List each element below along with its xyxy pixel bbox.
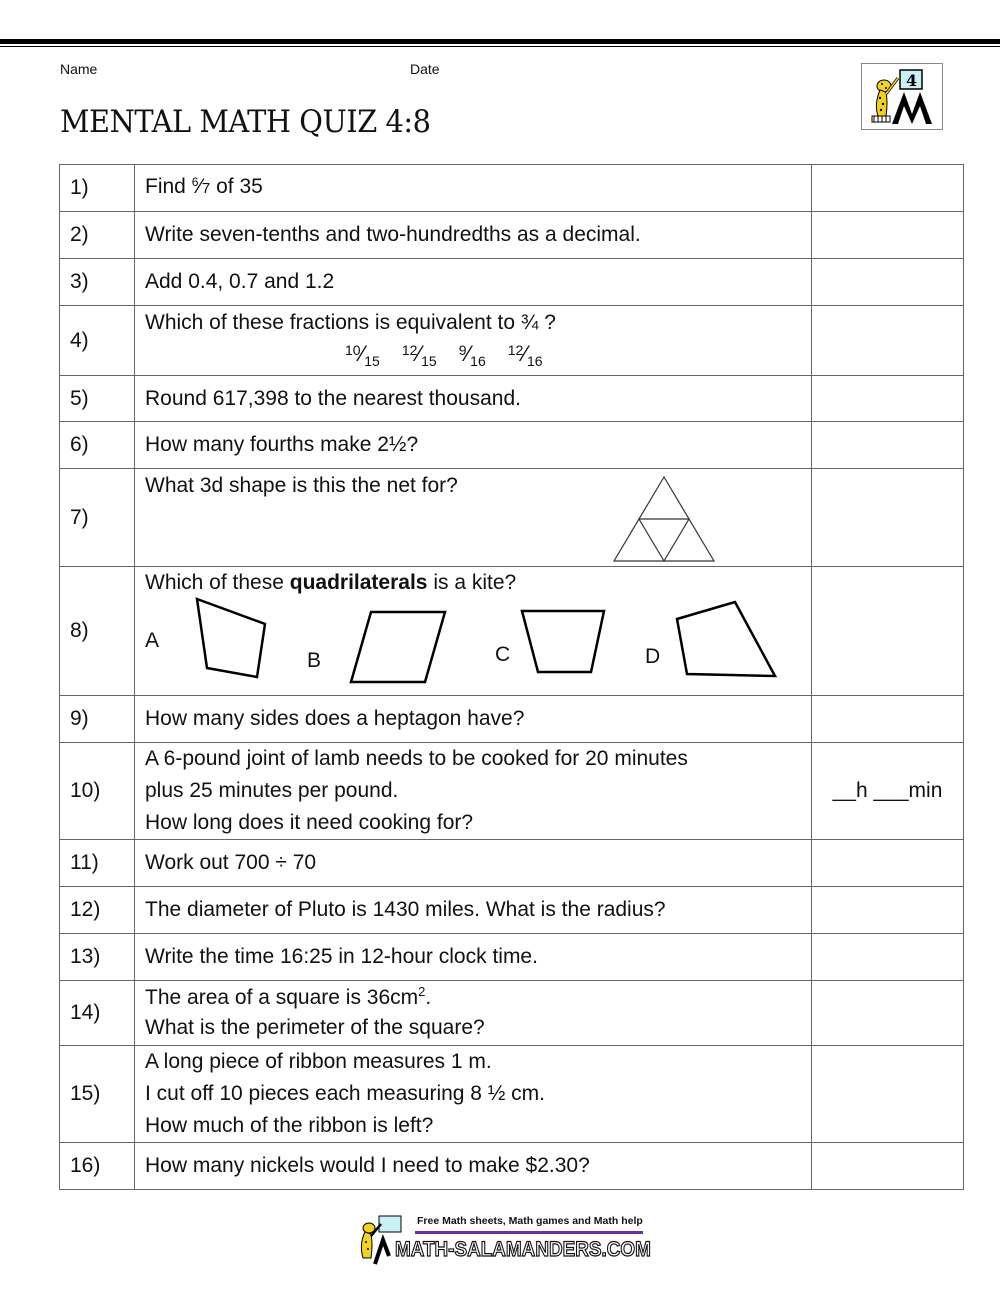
answer-box[interactable]	[812, 469, 964, 567]
question-row-2	[60, 212, 964, 259]
question-text-part: of 35	[216, 175, 263, 198]
question-text	[135, 981, 812, 1046]
question-line: plus 25 minutes per pound.	[145, 779, 399, 802]
question-number: 10)	[60, 743, 135, 840]
shape-a	[197, 599, 265, 677]
question-number: 4)	[60, 306, 135, 376]
question-row-3	[60, 259, 964, 306]
question-text: Work out 700 ÷ 70	[135, 840, 812, 887]
answer-box[interactable]	[812, 934, 964, 981]
question-row-8	[60, 567, 964, 696]
question-text-bold: quadrilaterals	[289, 571, 428, 594]
answer-box[interactable]	[812, 840, 964, 887]
question-line: What is the perimeter of the square?	[145, 1016, 485, 1039]
answer-box[interactable]	[812, 259, 964, 306]
superscript: 2	[418, 984, 426, 999]
question-row-6	[60, 422, 964, 469]
question-text: Round 617,398 to the nearest thousand.	[135, 376, 812, 422]
question-number: 12)	[60, 887, 135, 934]
answer-box[interactable]	[812, 376, 964, 422]
question-text-part: Which of these	[145, 571, 284, 594]
shape-d	[677, 602, 775, 676]
header-rule-thick	[0, 39, 1000, 44]
answer-box[interactable]	[812, 422, 964, 469]
question-row-9	[60, 696, 964, 743]
question-number: 13)	[60, 934, 135, 981]
question-number: 14)	[60, 981, 135, 1046]
shape-label-b: B	[307, 649, 322, 672]
header-rule-thin	[0, 46, 1000, 47]
question-number: 6)	[60, 422, 135, 469]
answer-box[interactable]	[812, 696, 964, 743]
question-number: 11)	[60, 840, 135, 887]
numerator: 6	[191, 175, 199, 189]
question-line: What 3d shape is this the net for?	[145, 474, 458, 497]
page-title: MENTAL MATH QUIZ 4:8	[60, 104, 431, 140]
fraction-option: $^{10}⁄_{15}$	[345, 341, 380, 370]
shape-label-d: D	[645, 645, 661, 668]
quadrilateral-shapes	[135, 567, 811, 695]
numerator: 10	[345, 342, 361, 359]
date-label: Date	[410, 61, 440, 77]
footer-site-name[interactable]: MATH-SALAMANDERS.COM	[395, 1238, 651, 1261]
question-text: Add 0.4, 0.7 and 1.2	[135, 259, 812, 306]
question-text	[135, 306, 812, 376]
answer-box[interactable]	[812, 212, 964, 259]
answer-box[interactable]	[812, 887, 964, 934]
question-number: 15)	[60, 1046, 135, 1143]
answer-box[interactable]	[812, 567, 964, 696]
answer-box[interactable]	[812, 165, 964, 212]
question-text	[135, 469, 812, 567]
question-text	[135, 567, 812, 696]
shape-c	[522, 611, 604, 672]
answer-box[interactable]	[812, 981, 964, 1046]
question-text: Write seven-tenths and two-hundredths as a decimal.	[135, 212, 812, 259]
answer-box[interactable]	[812, 1143, 964, 1190]
question-text-part: is a kite?	[433, 571, 517, 594]
fraction-options	[145, 338, 811, 374]
footer-tagline: Free Math sheets, Math games and Math help	[417, 1215, 643, 1227]
denominator: 16	[527, 353, 543, 370]
question-row-5	[60, 376, 964, 422]
fraction-option: $^9⁄_{16}$	[458, 341, 486, 370]
question-row-1	[60, 165, 964, 212]
tetrahedron-net-figure	[612, 475, 716, 563]
question-number: 9)	[60, 696, 135, 743]
salamander-logo-icon	[862, 64, 942, 129]
question-number: 8)	[60, 567, 135, 696]
footer-divider	[415, 1231, 643, 1234]
question-number: 5)	[60, 376, 135, 422]
question-line: Which of these fractions is equivalent to ¾ ?	[145, 310, 556, 334]
question-text: Write the time 16:25 in 12-hour clock time.	[135, 934, 812, 981]
question-row-16	[60, 1143, 964, 1190]
question-number: 1)	[60, 165, 135, 212]
denominator: 16	[470, 353, 486, 370]
question-line: How long does it need cooking for?	[145, 811, 474, 834]
question-text: How many nickels would I need to make $2.30?	[135, 1143, 812, 1190]
fraction-option: $^{12}⁄_{16}$	[507, 341, 543, 370]
question-row-11	[60, 840, 964, 887]
question-number: 2)	[60, 212, 135, 259]
denominator: 15	[364, 353, 380, 370]
question-text-part: The area of a square is 36cm	[145, 986, 419, 1009]
salamander-logo	[861, 63, 943, 130]
question-number: 16)	[60, 1143, 135, 1190]
name-label: Name	[60, 61, 98, 77]
shape-label-c: C	[495, 643, 511, 666]
question-row-15	[60, 1046, 964, 1143]
question-line: I cut off 10 pieces each measuring 8 ½ cm.	[145, 1082, 545, 1105]
logo-grade: 4	[906, 71, 918, 90]
question-text	[135, 1046, 812, 1143]
question-row-7	[60, 469, 964, 567]
question-line	[145, 983, 811, 1013]
shape-b	[351, 612, 445, 682]
numerator: 12	[401, 342, 418, 359]
question-line	[145, 171, 811, 205]
numerator: 12	[507, 342, 524, 359]
question-line: A long piece of ribbon measures 1 m.	[145, 1050, 492, 1073]
shape-label-a: A	[145, 629, 160, 652]
question-row-13	[60, 934, 964, 981]
question-text: The diameter of Pluto is 1430 miles. What is the radius?	[135, 887, 812, 934]
question-row-10	[60, 743, 964, 840]
question-number: 3)	[60, 259, 135, 306]
question-line: How much of the ribbon is left?	[145, 1114, 434, 1137]
denominator: 15	[421, 353, 437, 370]
question-text-part: Find	[145, 175, 186, 198]
question-text: How many sides does a heptagon have?	[135, 696, 812, 743]
question-row-12	[60, 887, 964, 934]
fraction-six-sevenths: $^6$⁄7	[191, 175, 211, 198]
answer-box[interactable]	[812, 1046, 964, 1143]
footer-logo	[355, 1212, 651, 1268]
question-row-4	[60, 306, 964, 376]
answer-box[interactable]	[812, 306, 964, 376]
denominator: 7	[201, 180, 211, 197]
question-text: How many fourths make 2½?	[135, 422, 812, 469]
question-text	[135, 743, 812, 840]
quiz-table	[59, 164, 964, 1190]
question-text	[135, 165, 812, 212]
question-number: 7)	[60, 469, 135, 567]
question-text-part: .	[425, 986, 432, 1009]
question-line: A 6-pound joint of lamb needs to be cooked for 20 minutes	[145, 747, 688, 770]
fraction-option: $^{12}⁄_{15}$	[401, 341, 437, 370]
numerator: 9	[458, 342, 467, 359]
question-row-14	[60, 981, 964, 1046]
answer-box-time[interactable]: __h ___min	[812, 743, 964, 840]
